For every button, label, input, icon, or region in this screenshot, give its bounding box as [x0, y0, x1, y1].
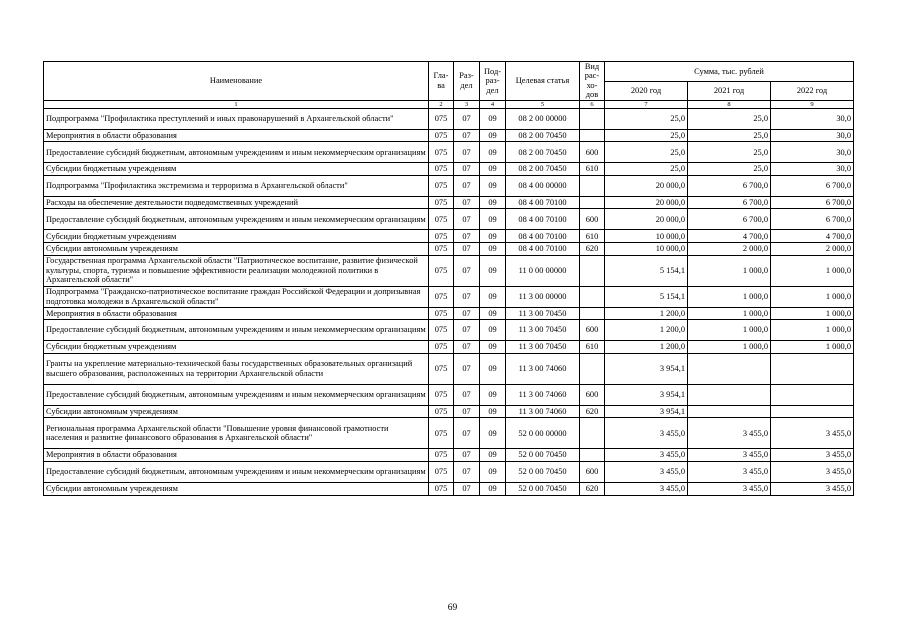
table-row: [44, 341, 854, 354]
header-2022: 2022 год: [771, 81, 854, 100]
row-podrazdel: 09: [480, 108, 506, 129]
row-glava: 075: [429, 243, 454, 256]
col-number: 4: [480, 100, 506, 108]
row-razdel: 07: [454, 384, 480, 405]
row-amount-2021: 3 455,0: [688, 461, 771, 482]
row-podrazdel: 09: [480, 209, 506, 230]
row-amount-2020: 20 000,0: [605, 175, 688, 196]
row-amount-2020: 10 000,0: [605, 230, 688, 243]
row-razdel: 07: [454, 196, 480, 209]
col-number: 2: [429, 100, 454, 108]
row-name: Предоставление субсидий бюджетным, автономным учреждениям и иным некоммерческим организациям: [44, 142, 429, 163]
row-amount-2020: 25,0: [605, 108, 688, 129]
row-name: Предоставление субсидий бюджетным, автономным учреждениям и иным некоммерческим организациям: [44, 209, 429, 230]
col-number: 9: [771, 100, 854, 108]
row-podrazdel: 09: [480, 449, 506, 462]
table-row: [44, 175, 854, 196]
row-glava: 075: [429, 418, 454, 449]
row-amount-2020: 5 154,1: [605, 255, 688, 286]
row-name: Предоставление субсидий бюджетным, автономным учреждениям и иным некоммерческим организациям: [44, 384, 429, 405]
row-razdel: 07: [454, 405, 480, 418]
row-article: 11 3 00 74060: [506, 384, 580, 405]
row-name: Субсидии автономным учреждениям: [44, 405, 429, 418]
row-amount-2021: 1 000,0: [688, 320, 771, 341]
row-article: 08 4 00 70100: [506, 196, 580, 209]
row-name: Предоставление субсидий бюджетным, автономным учреждениям и иным некоммерческим организациям: [44, 320, 429, 341]
page-number: 69: [447, 603, 458, 613]
row-vid: 600: [580, 384, 605, 405]
row-amount-2020: 3 455,0: [605, 418, 688, 449]
row-name: Расходы на обеспечение деятельности подведомственных учреждений: [44, 196, 429, 209]
row-glava: 075: [429, 341, 454, 354]
row-name: Субсидии бюджетным учреждениям: [44, 230, 429, 243]
row-amount-2020: 25,0: [605, 142, 688, 163]
row-name: Подпрограмма "Гражданско-патриотическое воспитание граждан Российской Федерации и допризывная подготовка молодежи в Архангельской области": [44, 286, 429, 307]
row-amount-2020: 3 455,0: [605, 482, 688, 495]
row-razdel: 07: [454, 108, 480, 129]
row-amount-2021: [688, 405, 771, 418]
row-article: 52 0 00 00000: [506, 418, 580, 449]
table-row: [44, 196, 854, 209]
row-razdel: 07: [454, 341, 480, 354]
row-amount-2022: 6 700,0: [771, 196, 854, 209]
row-podrazdel: 09: [480, 384, 506, 405]
budget-table: [43, 61, 854, 496]
row-razdel: 07: [454, 255, 480, 286]
row-glava: 075: [429, 255, 454, 286]
row-article: 08 2 00 70450: [506, 163, 580, 176]
row-podrazdel: 09: [480, 405, 506, 418]
header-razdel: Раз-дел: [454, 62, 480, 101]
header-2020: 2020 год: [605, 81, 688, 100]
row-vid: 620: [580, 405, 605, 418]
table-row: [44, 482, 854, 495]
row-amount-2022: 3 455,0: [771, 449, 854, 462]
table-row: [44, 384, 854, 405]
row-amount-2022: 30,0: [771, 142, 854, 163]
col-number: 6: [580, 100, 605, 108]
row-podrazdel: 09: [480, 418, 506, 449]
col-number: 3: [454, 100, 480, 108]
row-amount-2020: 3 954,1: [605, 405, 688, 418]
row-article: 11 3 00 70450: [506, 341, 580, 354]
row-article: 08 4 00 00000: [506, 175, 580, 196]
row-name: Субсидии бюджетным учреждениям: [44, 163, 429, 176]
row-vid: [580, 353, 605, 384]
row-amount-2020: 20 000,0: [605, 196, 688, 209]
row-name: Гранты на укрепление материально-технической базы государственных образовательных организаций высшего образования, расположенных на территории Архангельской области: [44, 353, 429, 384]
row-amount-2021: [688, 384, 771, 405]
row-amount-2022: 1 000,0: [771, 341, 854, 354]
row-razdel: 07: [454, 243, 480, 256]
row-amount-2021: 25,0: [688, 142, 771, 163]
row-amount-2020: 1 200,0: [605, 320, 688, 341]
col-number: 1: [44, 100, 429, 108]
row-vid: 600: [580, 461, 605, 482]
header-vid: Вид рас-хо-дов: [580, 62, 605, 101]
row-amount-2022: 2 000,0: [771, 243, 854, 256]
row-name: Подпрограмма "Профилактика экстремизма и терроризма в Архангельской области": [44, 175, 429, 196]
column-number-row: [44, 100, 854, 108]
row-amount-2021: 6 700,0: [688, 209, 771, 230]
row-article: 11 3 00 70450: [506, 320, 580, 341]
row-vid: 620: [580, 243, 605, 256]
table-row: [44, 108, 854, 129]
row-podrazdel: 09: [480, 255, 506, 286]
table-row: [44, 129, 854, 142]
row-glava: 075: [429, 320, 454, 341]
row-amount-2020: 25,0: [605, 129, 688, 142]
row-amount-2021: [688, 353, 771, 384]
row-amount-2021: 2 000,0: [688, 243, 771, 256]
row-amount-2021: 3 455,0: [688, 482, 771, 495]
row-amount-2022: 1 000,0: [771, 255, 854, 286]
row-podrazdel: 09: [480, 230, 506, 243]
row-razdel: 07: [454, 209, 480, 230]
row-razdel: 07: [454, 418, 480, 449]
row-amount-2022: 3 455,0: [771, 482, 854, 495]
row-amount-2021: 1 000,0: [688, 255, 771, 286]
row-amount-2022: 3 455,0: [771, 418, 854, 449]
table-row: [44, 405, 854, 418]
row-article: 08 2 00 70450: [506, 142, 580, 163]
header-article: Целевая статья: [506, 62, 580, 101]
row-vid: 600: [580, 320, 605, 341]
row-podrazdel: 09: [480, 175, 506, 196]
table-row: [44, 307, 854, 320]
row-article: 11 3 00 74060: [506, 353, 580, 384]
row-amount-2021: 25,0: [688, 163, 771, 176]
row-vid: 600: [580, 142, 605, 163]
row-article: 52 0 00 70450: [506, 461, 580, 482]
row-razdel: 07: [454, 307, 480, 320]
row-glava: 075: [429, 175, 454, 196]
row-amount-2022: 3 455,0: [771, 461, 854, 482]
col-number: 7: [605, 100, 688, 108]
row-glava: 075: [429, 286, 454, 307]
row-podrazdel: 09: [480, 341, 506, 354]
row-amount-2020: 3 455,0: [605, 461, 688, 482]
table-body: [44, 108, 854, 495]
col-number: 5: [506, 100, 580, 108]
row-vid: [580, 418, 605, 449]
row-amount-2022: [771, 384, 854, 405]
row-podrazdel: 09: [480, 461, 506, 482]
row-podrazdel: 09: [480, 286, 506, 307]
row-article: 52 0 00 70450: [506, 449, 580, 462]
table-row: [44, 320, 854, 341]
row-podrazdel: 09: [480, 243, 506, 256]
header-podrazdel: Под-раз-дел: [480, 62, 506, 101]
row-glava: 075: [429, 405, 454, 418]
row-podrazdel: 09: [480, 482, 506, 495]
table-row: [44, 255, 854, 286]
row-article: 11 0 00 00000: [506, 255, 580, 286]
row-amount-2022: 1 000,0: [771, 286, 854, 307]
row-amount-2022: 30,0: [771, 129, 854, 142]
row-amount-2021: 4 700,0: [688, 230, 771, 243]
row-amount-2022: 6 700,0: [771, 209, 854, 230]
row-amount-2022: 30,0: [771, 163, 854, 176]
row-amount-2022: 1 000,0: [771, 320, 854, 341]
row-amount-2020: 3 455,0: [605, 449, 688, 462]
row-vid: [580, 129, 605, 142]
row-vid: [580, 196, 605, 209]
row-amount-2021: 6 700,0: [688, 175, 771, 196]
row-amount-2020: 5 154,1: [605, 286, 688, 307]
row-vid: [580, 108, 605, 129]
row-glava: 075: [429, 307, 454, 320]
header-glava: Гла-ва: [429, 62, 454, 101]
row-razdel: 07: [454, 142, 480, 163]
row-article: 08 2 00 70450: [506, 129, 580, 142]
row-amount-2021: 1 000,0: [688, 286, 771, 307]
row-podrazdel: 09: [480, 163, 506, 176]
table-row: [44, 163, 854, 176]
row-amount-2021: 25,0: [688, 108, 771, 129]
row-article: 08 2 00 00000: [506, 108, 580, 129]
row-razdel: 07: [454, 230, 480, 243]
row-glava: 075: [429, 461, 454, 482]
table-row: [44, 418, 854, 449]
row-podrazdel: 09: [480, 129, 506, 142]
table-row: [44, 449, 854, 462]
row-amount-2020: 25,0: [605, 163, 688, 176]
row-glava: 075: [429, 230, 454, 243]
row-razdel: 07: [454, 353, 480, 384]
row-name: Государственная программа Архангельской области "Патриотическое воспитание, развитие физической культуры, спорта, туризма и повышение эффективности реализации молодежной политики в Архангельской области": [44, 255, 429, 286]
row-amount-2021: 1 000,0: [688, 341, 771, 354]
row-glava: 075: [429, 163, 454, 176]
row-amount-2022: 30,0: [771, 108, 854, 129]
table-row: [44, 230, 854, 243]
row-amount-2020: 10 000,0: [605, 243, 688, 256]
table-row: [44, 353, 854, 384]
table-row: [44, 461, 854, 482]
row-podrazdel: 09: [480, 196, 506, 209]
table-row: [44, 209, 854, 230]
row-razdel: 07: [454, 175, 480, 196]
row-vid: [580, 307, 605, 320]
row-vid: 610: [580, 341, 605, 354]
header-2021: 2021 год: [688, 81, 771, 100]
row-name: Мероприятия в области образования: [44, 129, 429, 142]
row-article: 11 3 00 70450: [506, 307, 580, 320]
row-glava: 075: [429, 196, 454, 209]
col-number: 8: [688, 100, 771, 108]
row-article: 08 4 00 70100: [506, 209, 580, 230]
row-glava: 075: [429, 108, 454, 129]
row-name: Субсидии бюджетным учреждениям: [44, 341, 429, 354]
row-name: Предоставление субсидий бюджетным, автономным учреждениям и иным некоммерческим организациям: [44, 461, 429, 482]
row-razdel: 07: [454, 163, 480, 176]
row-vid: 610: [580, 230, 605, 243]
row-vid: [580, 255, 605, 286]
header-name: Наименование: [44, 62, 429, 101]
row-podrazdel: 09: [480, 307, 506, 320]
row-glava: 075: [429, 449, 454, 462]
row-podrazdel: 09: [480, 353, 506, 384]
row-razdel: 07: [454, 449, 480, 462]
row-article: 52 0 00 70450: [506, 482, 580, 495]
row-razdel: 07: [454, 482, 480, 495]
row-razdel: 07: [454, 461, 480, 482]
row-amount-2021: 25,0: [688, 129, 771, 142]
row-glava: 075: [429, 209, 454, 230]
row-amount-2022: [771, 353, 854, 384]
table-row: [44, 243, 854, 256]
row-name: Мероприятия в области образования: [44, 307, 429, 320]
row-vid: [580, 286, 605, 307]
row-amount-2022: 4 700,0: [771, 230, 854, 243]
row-article: 08 4 00 70100: [506, 243, 580, 256]
row-amount-2021: 3 455,0: [688, 418, 771, 449]
row-amount-2020: 20 000,0: [605, 209, 688, 230]
row-podrazdel: 09: [480, 142, 506, 163]
row-amount-2022: 6 700,0: [771, 175, 854, 196]
row-amount-2020: 1 200,0: [605, 341, 688, 354]
row-amount-2021: 1 000,0: [688, 307, 771, 320]
row-article: 08 4 00 70100: [506, 230, 580, 243]
row-glava: 075: [429, 142, 454, 163]
row-vid: 620: [580, 482, 605, 495]
row-glava: 075: [429, 129, 454, 142]
row-amount-2020: 3 954,1: [605, 384, 688, 405]
row-vid: 600: [580, 209, 605, 230]
row-amount-2021: 6 700,0: [688, 196, 771, 209]
row-amount-2021: 3 455,0: [688, 449, 771, 462]
row-razdel: 07: [454, 320, 480, 341]
table-row: [44, 142, 854, 163]
row-article: 11 3 00 74060: [506, 405, 580, 418]
row-name: Субсидии автономным учреждениям: [44, 243, 429, 256]
row-name: Мероприятия в области образования: [44, 449, 429, 462]
row-name: Региональная программа Архангельской области "Повышение уровня финансовой грамотности населения и развитие финансового образования в Архангельской области": [44, 418, 429, 449]
row-vid: [580, 175, 605, 196]
row-name: Подпрограмма "Профилактика преступлений и иных правонарушений в Архангельской области": [44, 108, 429, 129]
table-row: [44, 286, 854, 307]
row-vid: 610: [580, 163, 605, 176]
row-amount-2022: [771, 405, 854, 418]
row-podrazdel: 09: [480, 320, 506, 341]
row-amount-2022: 1 000,0: [771, 307, 854, 320]
row-razdel: 07: [454, 129, 480, 142]
header-sum: Сумма, тыс. рублей: [605, 62, 854, 82]
row-amount-2020: 3 954,1: [605, 353, 688, 384]
row-vid: [580, 449, 605, 462]
row-glava: 075: [429, 482, 454, 495]
row-glava: 075: [429, 353, 454, 384]
row-article: 11 3 00 00000: [506, 286, 580, 307]
row-glava: 075: [429, 384, 454, 405]
row-name: Субсидии автономным учреждениям: [44, 482, 429, 495]
row-razdel: 07: [454, 286, 480, 307]
row-amount-2020: 1 200,0: [605, 307, 688, 320]
